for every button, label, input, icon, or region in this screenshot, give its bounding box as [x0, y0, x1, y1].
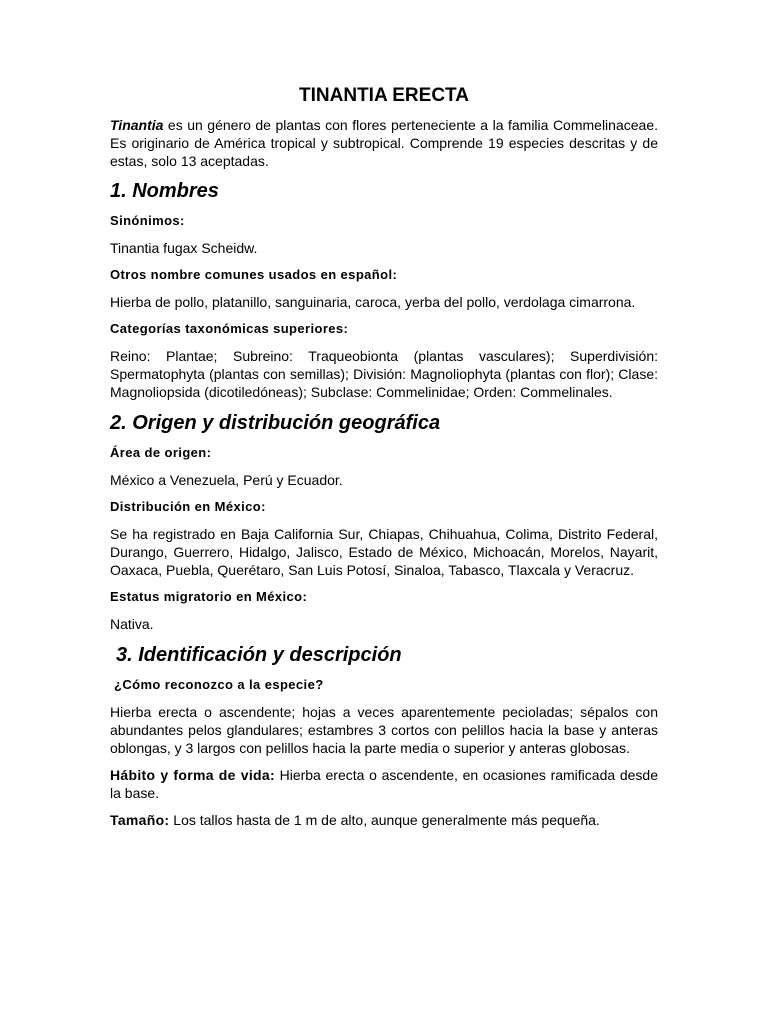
taxonomy-label: Categorías taxonómicas superiores:	[110, 321, 349, 336]
common-names-label: Otros nombre comunes usados en español:	[110, 267, 398, 282]
migratory-status-value: Nativa.	[110, 616, 154, 632]
taxonomy-value: Reino: Plantae; Subreino: Traqueobionta (plantas vasculares); Superdivisión: Spermatophyta (plantas con semillas); División: Magnoliophyta (plantas con flor); Clase: Magnoliopsida (dicotiledóneas); Subclase: Commelinidae; Orden: Commelinales.	[110, 348, 658, 400]
habit-value: Hierba erecta o ascendente, en ocasiones ramificada desde la base.	[110, 767, 658, 801]
section-heading-nombres: 1. Nombres	[110, 180, 219, 202]
section-heading-origen: 2. Origen y distribución geográfica	[110, 412, 441, 434]
intro-paragraph	[110, 116, 658, 170]
common-names-value: Hierba de pollo, platanillo, sanguinaria, caroca, yerba del pollo, verdolaga cimarrona.	[110, 294, 636, 310]
habit-paragraph	[110, 766, 658, 802]
size-label: Tamaño:	[110, 812, 170, 828]
document-page	[110, 84, 658, 838]
habit-label: Hábito y forma de vida:	[110, 767, 275, 783]
origin-area-label: Área de origen:	[110, 445, 212, 460]
intro-text: es un género de plantas con flores perteneciente a la familia Commelinaceae. Es originario de América tropical y subtropical. Comprende 19 especies descritas y de estas, solo 13 aceptadas.	[110, 117, 658, 169]
synonyms-value: Tinantia fugax Scheidw.	[110, 240, 258, 256]
document-title: TINANTIA ERECTA	[299, 85, 469, 106]
distribution-value: Se ha registrado en Baja California Sur, Chiapas, Chihuahua, Colima, Distrito Federal, Durango, Guerrero, Hidalgo, Jalisco, Estado de México, Michoacán, Morelos, Nayarit, Oaxaca, Puebla, Querétaro, San Luis Potosí, Sinaloa, Tabasco, Tlaxcala y Veracruz.	[110, 526, 658, 578]
origin-area-value: México a Venezuela, Perú y Ecuador.	[110, 472, 343, 488]
recognize-value: Hierba erecta o ascendente; hojas a veces aparentemente pecioladas; sépalos con abundantes pelos glandulares; estambres 3 cortos con pelillos hacia la base y anteras oblongas, y 3 largos con pelillos hacia la parte media o superior y anteras globosas.	[110, 704, 658, 756]
recognize-label: ¿Cómo reconozco a la especie?	[114, 677, 324, 692]
genus-name: Tinantia	[110, 117, 164, 133]
size-value: Los tallos hasta de 1 m de alto, aunque generalmente más pequeña.	[169, 812, 600, 828]
section-heading-identificacion: 3. Identificación y descripción	[116, 644, 402, 666]
distribution-label: Distribución en México:	[110, 499, 266, 514]
synonyms-label: Sinónimos:	[110, 213, 185, 228]
migratory-status-label: Estatus migratorio en México:	[110, 589, 308, 604]
size-paragraph	[110, 811, 658, 829]
